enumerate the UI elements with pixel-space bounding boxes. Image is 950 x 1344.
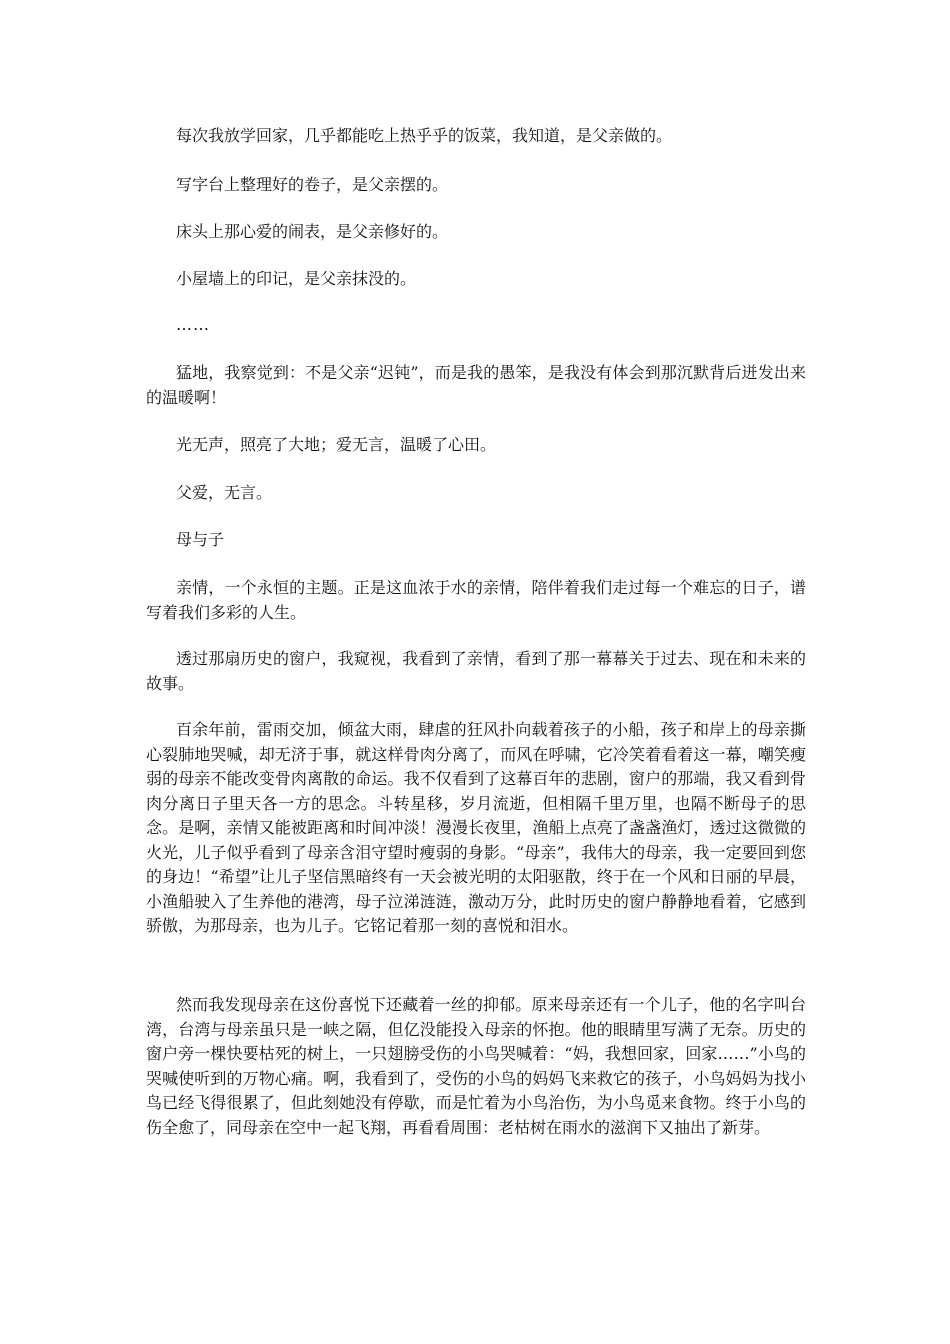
- paragraph-ellipsis: ……: [176, 315, 210, 334]
- section-title: 母与子: [176, 530, 225, 549]
- paragraph-10: 百余年前，雷雨交加，倾盆大雨，肆虐的狂风扑向载着孩子的小船，孩子和岸上的母亲撕心裂肺地哭喊，却无济于事，就这样骨肉分离了，而风在呼啸，它冷笑着看着这一幕，嘲笑瘦弱的母亲不能改变骨肉离散的命运。我不仅看到了这幕百年的悲剧，窗户的那端，我又看到骨肉分离日子里天各一方的思念。斗转星移，岁月流逝，但相隔千里万里，也隔不断母子的思念。是啊，亲情又能被距离和时间冲淡！漫漫长夜里，渔船上点亮了盏盏渔灯，透过这微微的火光，儿子似乎看到了母亲含泪守望时瘦弱的身影。“母亲”，我伟大的母亲，我一定要回到您的身边！“希望”让儿子坚信黑暗终有一天会被光明的太阳驱散，终于在一个风和日丽的早晨，小渔船驶入了生养他的港湾，母子泣涕涟涟，激动万分，此时历史的窗户静静地看着，它感到骄傲，为那母亲，也为儿子。它铭记着那一刻的喜悦和泪水。: [146, 720, 806, 935]
- paragraph-6: 光无声，照亮了大地；爱无言，温暖了心田。: [176, 435, 497, 454]
- paragraph-3: 床头上那心爱的闹表，是父亲修好的。: [176, 222, 449, 241]
- paragraph-5: 猛地，我察觉到：不是父亲“迟钝”，而是我的愚笨，是我没有体会到那沉默背后迸发出来的温暖啊！: [146, 363, 806, 407]
- paragraph-2: 写字台上整理好的卷子，是父亲摆的。: [176, 175, 449, 194]
- paragraph-1: 每次我放学回家，几乎都能吃上热乎乎的饭菜，我知道，是父亲做的。: [176, 126, 673, 145]
- paragraph-4: 小屋墙上的印记，是父亲抹没的。: [176, 269, 417, 288]
- paragraph-8: 亲情，一个永恒的主题。正是这血浓于水的亲情，陪伴着我们走过每一个难忘的日子，谱写着我们多彩的人生。: [146, 578, 806, 622]
- paragraph-11: 然而我发现母亲在这份喜悦下还藏着一丝的抑郁。原来母亲还有一个儿子，他的名字叫台湾，台湾与母亲虽只是一峡之隔，但亿没能投入母亲的怀抱。他的眼睛里写满了无奈。历史的窗户旁一棵快要枯死的树上，一只翅膀受伤的小鸟哭喊着：“妈，我想回家，回家……”小鸟的哭喊使听到的万物心痛。啊，我看到了，受伤的小鸟的妈妈飞来救它的孩子，小鸟妈妈为找小鸟已经飞得很累了，但此刻她没有停歇，而是忙着为小鸟治伤，为小鸟觅来食物。终于小鸟的伤全愈了，同母亲在空中一起飞翔，再看看周围：老枯树在雨水的滋润下又抽出了新芽。: [146, 995, 806, 1137]
- paragraph-7: 父爱，无言。: [176, 483, 273, 502]
- paragraph-9: 透过那扇历史的窗户，我窥视，我看到了亲情，看到了那一幕幕关于过去、现在和未来的故事。: [146, 649, 806, 693]
